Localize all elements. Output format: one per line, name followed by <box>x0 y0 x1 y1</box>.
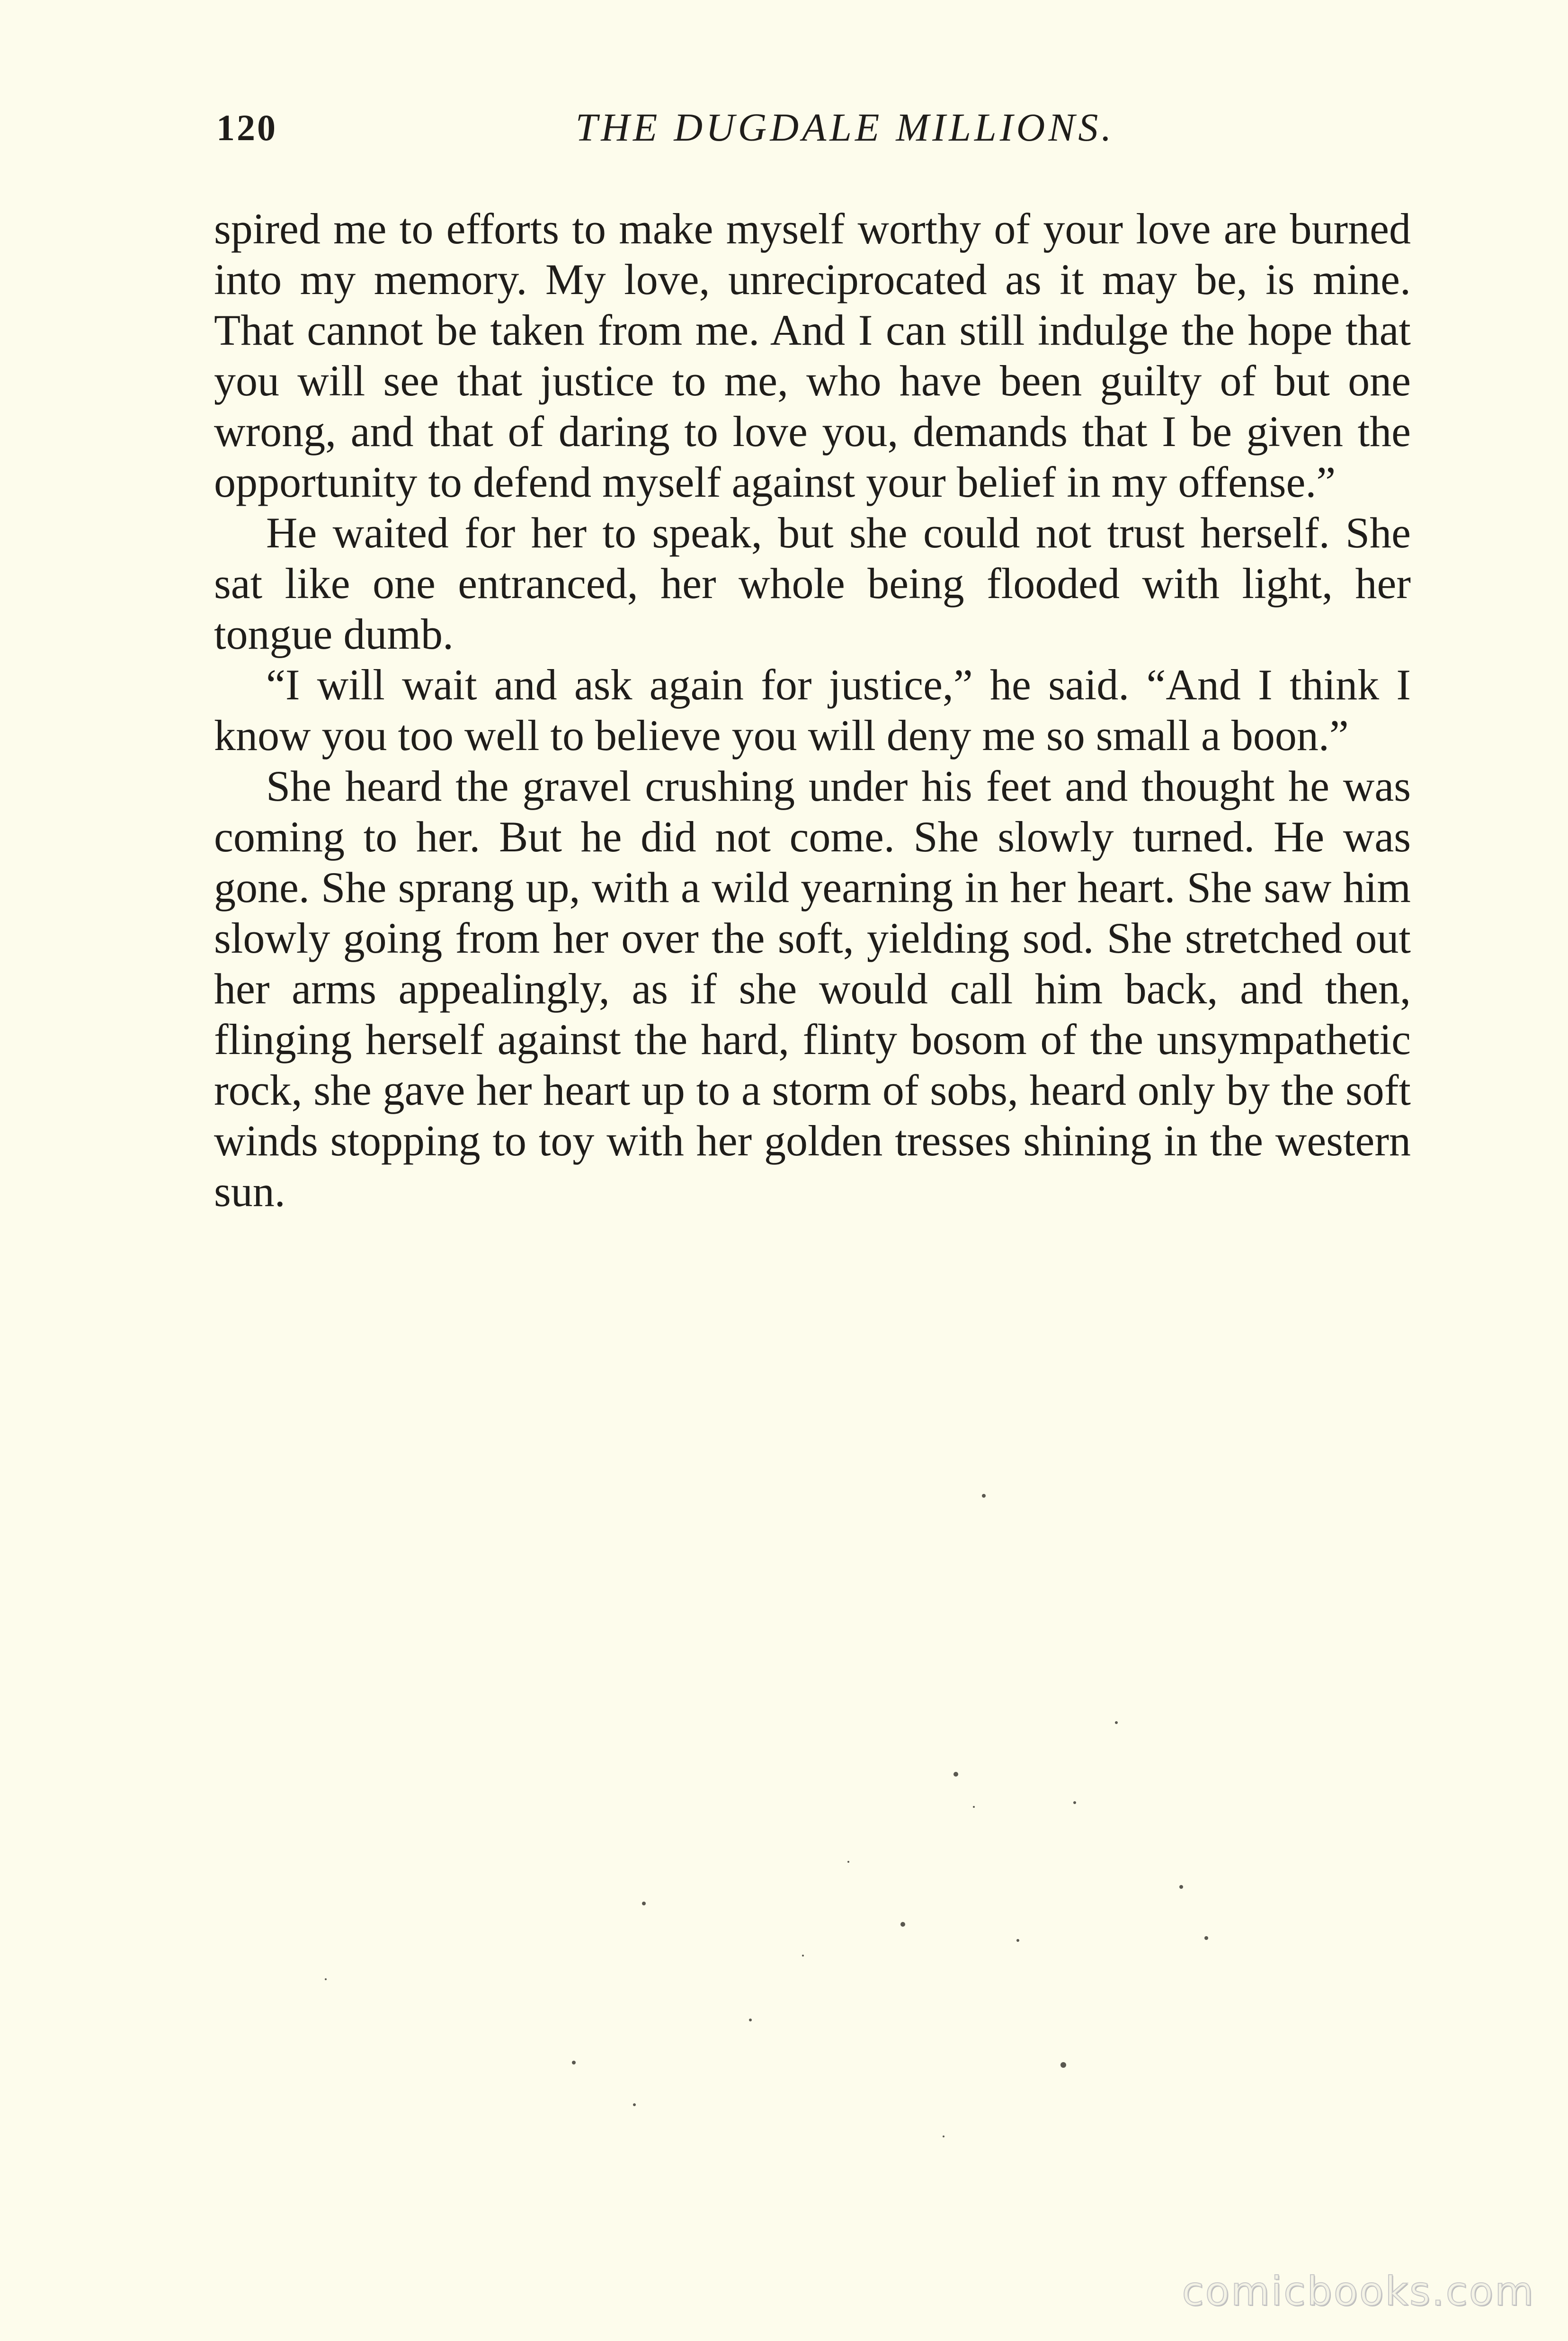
paragraph: spired me to efforts to make myself worthy of your love are burned into my memory. My love, unreciprocated as it may be, is mine. That cannot be taken from me. And I can still indulge the hope that you will see that justice to me, who have been guilty of but one wrong, and that of daring to love you, demands that I be given the opportunity to defend myself against your belief in my offense.” <box>214 205 1411 506</box>
body-text <box>214 204 1411 1217</box>
paragraph: She heard the gravel crushing under his feet and thought he was coming to her. But he did not come. She slowly turned. He was gone. She sprang up, with a wild yearning in her heart. She saw him slowly going from her over the soft, yielding sod. She stretched out her arms appealingly, as if she would call him back, and then, flinging herself against the hard, flinty bosom of the unsympathetic rock, she gave her heart up to a storm of sobs, heard only by the soft winds stopping to toy with her golden tresses shining in the western sun. <box>214 762 1411 1215</box>
paragraph: He waited for her to speak, but she could not trust herself. She sat like one entranced, her whole being flooded with light, her tongue dumb. <box>214 509 1411 658</box>
page-number: 120 <box>216 107 277 148</box>
watermark: comicbooks.com <box>1182 2268 1535 2314</box>
running-title: THE DUGDALE MILLIONS. <box>575 106 1115 150</box>
page-header <box>211 102 1413 154</box>
paragraph: “I will wait and ask again for justice,” he said. “And I think I know you too well to believe you will deny me so small a boon.” <box>214 661 1411 759</box>
